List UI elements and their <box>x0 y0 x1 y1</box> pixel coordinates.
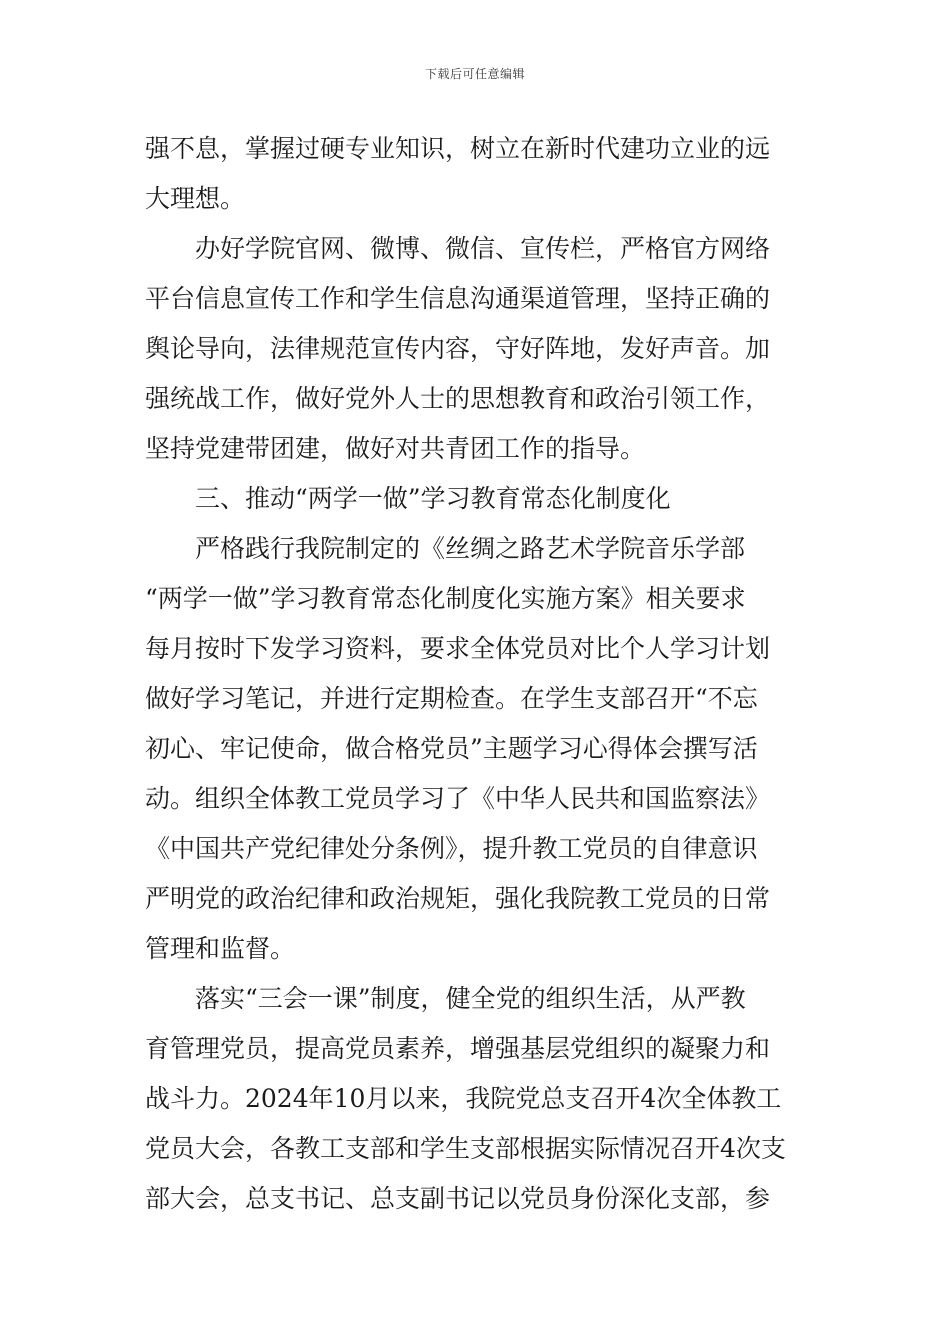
header-note: 下载后可任意编辑 <box>424 67 525 81</box>
text-line: 初心、牢记使命，做合格党员”主题学习心得体会撰写活 <box>145 734 758 763</box>
text-line: 落实“三会一课”制度，健全党的组织生活，从严教 <box>145 984 746 1013</box>
section-heading: 三、推动“两学一做”学习教育常态化制度化 <box>145 484 671 513</box>
text-line: 大理想。 <box>145 184 246 213</box>
text-line: 舆论导向，法律规范宣传内容，守好阵地，发好声音。加 <box>145 334 771 363</box>
document-body <box>145 124 807 1224</box>
text-line: 育管理党员，提高党员素养，增强基层党组织的凝聚力和 <box>145 1034 771 1063</box>
text-line: 管理和监督。 <box>145 934 296 963</box>
text-line: 动。组织全体教工党员学习了《中华人民共和国监察法》 <box>145 784 771 813</box>
text-line: 严明党的政治纪律和政治规矩，强化我院教工党员的日常 <box>145 884 771 913</box>
text-line: 每月按时下发学习资料，要求全体党员对比个人学习计划 <box>145 634 771 663</box>
text-line: 办好学院官网、微博、微信、宣传栏，严格官方网络 <box>145 234 771 263</box>
text-line: 党员大会，各教工支部和学生支部根据实际情况召开4次支 <box>145 1134 786 1163</box>
text-line: 强统战工作，做好党外人士的思想教育和政治引领工作， <box>145 384 771 413</box>
text-line: 坚持党建带团建，做好对共青团工作的指导。 <box>145 434 646 463</box>
text-line: 战斗力。2024年10月以来，我院党总支召开4次全体教工 <box>145 1084 782 1113</box>
text-line: 强不息，掌握过硬专业知识，树立在新时代建功立业的远 <box>145 134 771 163</box>
text-line: 做好学习笔记，并进行定期检查。在学生支部召开“不忘 <box>145 684 758 713</box>
text-line: 《中国共产党纪律处分条例》，提升教工党员的自律意识 <box>145 834 758 863</box>
text-line: 严格践行我院制定的《丝绸之路艺术学院音乐学部 <box>145 534 746 563</box>
text-line: 平台信息宣传工作和学生信息沟通渠道管理，坚持正确的 <box>145 284 771 313</box>
text-line: 部大会，总支书记、总支副书记以党员身份深化支部，参 <box>145 1184 771 1213</box>
text-line: “两学一做”学习教育常态化制度化实施方案》相关要求 <box>145 584 746 613</box>
